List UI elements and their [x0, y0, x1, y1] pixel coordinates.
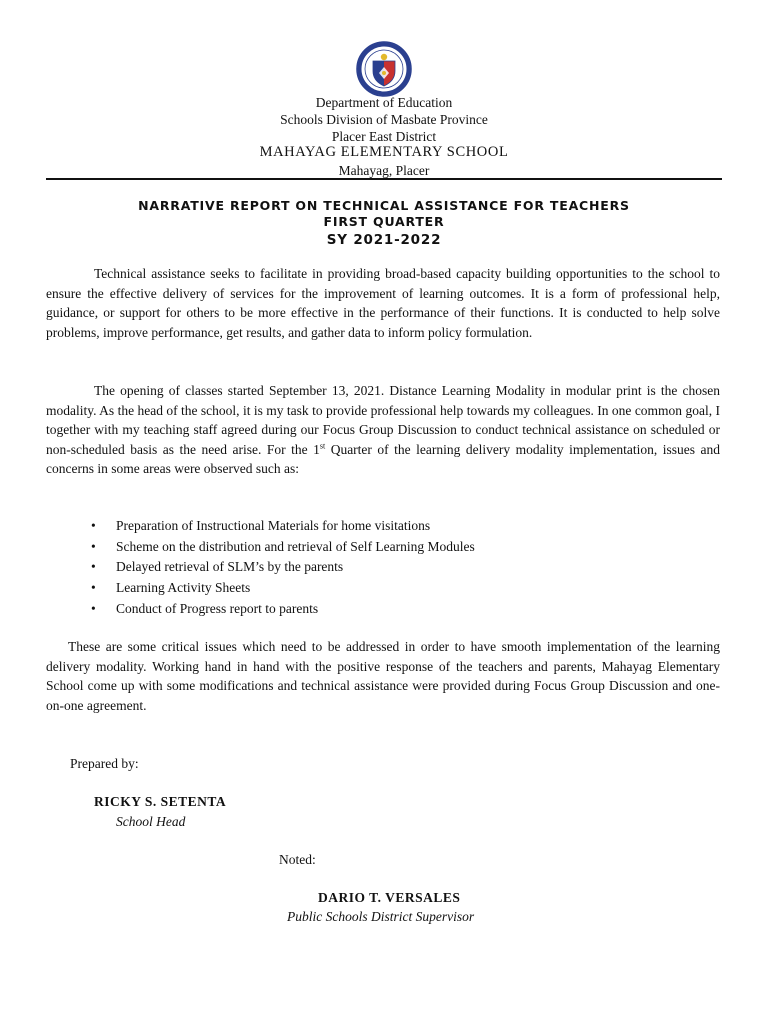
report-title: NARRATIVE REPORT ON TECHNICAL ASSISTANCE FOR TEACHERS	[138, 198, 630, 213]
district-name: Placer East District	[331, 129, 437, 144]
bullet-icon: •	[91, 559, 96, 575]
preparer-title: School Head	[116, 814, 186, 829]
list-item: • Conduct of Progress report to parents	[90, 599, 475, 620]
school-address: Mahayag, Placer	[338, 163, 430, 178]
list-item: • Preparation of Instructional Materials for home visitations	[90, 516, 475, 537]
noted-label: Noted:	[279, 852, 316, 867]
paragraph-2	[46, 381, 720, 479]
prepared-by-label: Prepared by:	[70, 756, 139, 771]
paragraph-3: These are some critical issues which need to be addressed in order to have smooth implementation of the learning delivery modality. Working hand in hand with the positive response of the teachers and parents, Mahayag Elementary School come up with some modifications and technical assistance were provided during Focus Group Discussion and one-on-one agreement.	[46, 639, 720, 713]
list-item: • Learning Activity Sheets	[90, 578, 475, 599]
noter-title: Public Schools District Supervisor	[287, 909, 475, 924]
ordinal-suffix: st	[319, 441, 326, 450]
deped-seal-logo	[356, 41, 412, 97]
preparer-name: RICKY S. SETENTA	[94, 794, 227, 809]
report-school-year: SY 2021-2022	[326, 232, 442, 248]
paragraph-1: Technical assistance seeks to facilitate in providing broad-based capacity building opportunities to the school to ensure the effective delivery of services for the improvement of learning outcomes. It is a form of professional help, guidance, or support for others to be more effective in the performance of their functions. It is conducted to help solve problems, improve performance, get results, and gather data to inform policy formulation.	[46, 266, 720, 340]
department-name: Department of Education	[315, 95, 453, 110]
report-quarter: FIRST QUARTER	[323, 214, 445, 229]
header-divider	[46, 178, 722, 180]
list-item: • Scheme on the distribution and retrieval of Self Learning Modules	[90, 537, 475, 558]
bullet-icon: •	[91, 518, 96, 533]
bullet-icon: •	[91, 538, 96, 554]
division-name: Schools Division of Masbate Province	[280, 112, 488, 127]
noter-name: DARIO T. VERSALES	[318, 890, 461, 905]
paragraph-2-text-a: The opening of classes started September 13, 2021. Distance Learning Modality in modular print is the chosen modality. As the head of the school, it is my task to provide professional help towards my colleagues. In one common goal, I together with my teaching staff agreed during our Focus Group Discussion to conduct technical assistance on scheduled or non-scheduled basis as the need arise. For the 1	[46, 383, 720, 457]
list-item: • Delayed retrieval of SLM’s by the parents	[90, 557, 475, 578]
bullet-icon: •	[91, 580, 96, 596]
issues-list	[90, 516, 475, 620]
paragraph-2-text-b: Quarter of the learning delivery modality implementation, issues and concerns in some areas were observed such as:	[46, 441, 720, 476]
bullet-icon: •	[91, 600, 96, 616]
school-name: MAHAYAG ELEMENTARY SCHOOL	[259, 144, 509, 160]
